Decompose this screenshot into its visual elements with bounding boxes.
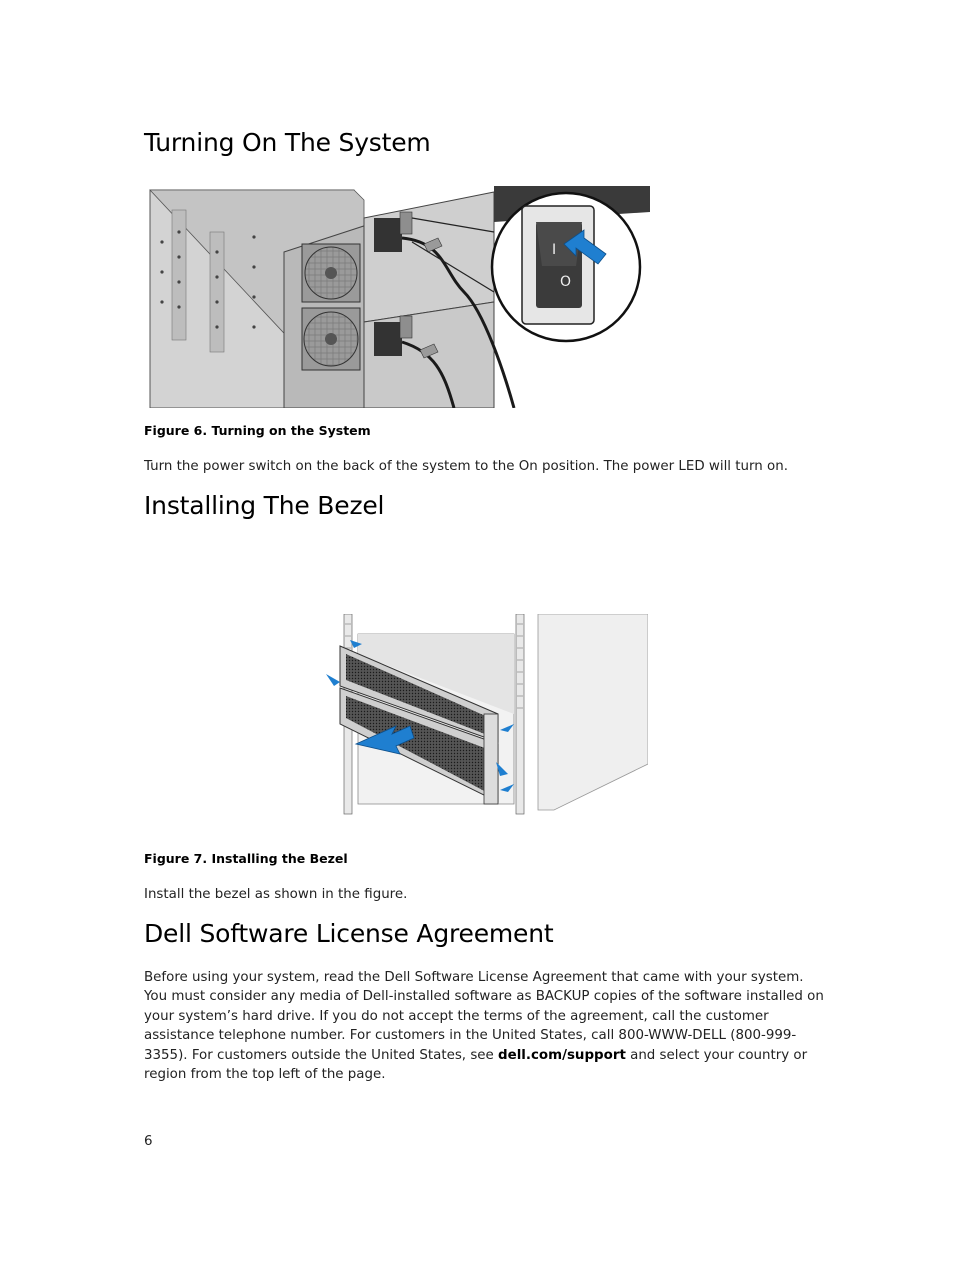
figure-6-caption: Figure 6. Turning on the System bbox=[144, 423, 371, 438]
page-number: 6 bbox=[144, 1134, 153, 1149]
power-switch-illustration bbox=[144, 182, 650, 408]
figure-installing-bezel bbox=[144, 614, 648, 840]
switch-on-symbol: I bbox=[552, 242, 557, 258]
figure-turning-on-system bbox=[144, 182, 650, 408]
installing-bezel-paragraph: Install the bezel as shown in the figure. bbox=[144, 887, 408, 902]
section-heading-installing-bezel: Installing The Bezel bbox=[144, 491, 385, 520]
small-arrow-icon bbox=[326, 674, 340, 686]
license-paragraph-text: Before using your system, read the Dell Software License Agreement that came with your system. You must consider any media of Dell-installed software as BACKUP copies of the software installed on your system’s hard drive. If you do not accept the terms of the agreement, call the customer assistance telephone number. For customers in the United States, call 800-WWW-DELL (800-999-3355). For customers outside the United States, see bbox=[144, 970, 824, 1063]
figure-7-caption: Figure 7. Installing the Bezel bbox=[144, 851, 348, 866]
switch-off-symbol: O bbox=[560, 274, 572, 290]
section-heading-turning-on: Turning On The System bbox=[144, 128, 431, 157]
license-agreement-paragraph bbox=[144, 968, 826, 1084]
license-paragraph-tail: and select your country or region from the top left of the page. bbox=[144, 1047, 808, 1083]
turning-on-paragraph: Turn the power switch on the back of the system to the On position. The power LED will turn on. bbox=[144, 459, 788, 474]
section-heading-license-agreement: Dell Software License Agreement bbox=[144, 919, 554, 948]
dell-support-link[interactable]: dell.com/support bbox=[498, 1047, 626, 1063]
bezel-installation-illustration bbox=[144, 614, 648, 840]
